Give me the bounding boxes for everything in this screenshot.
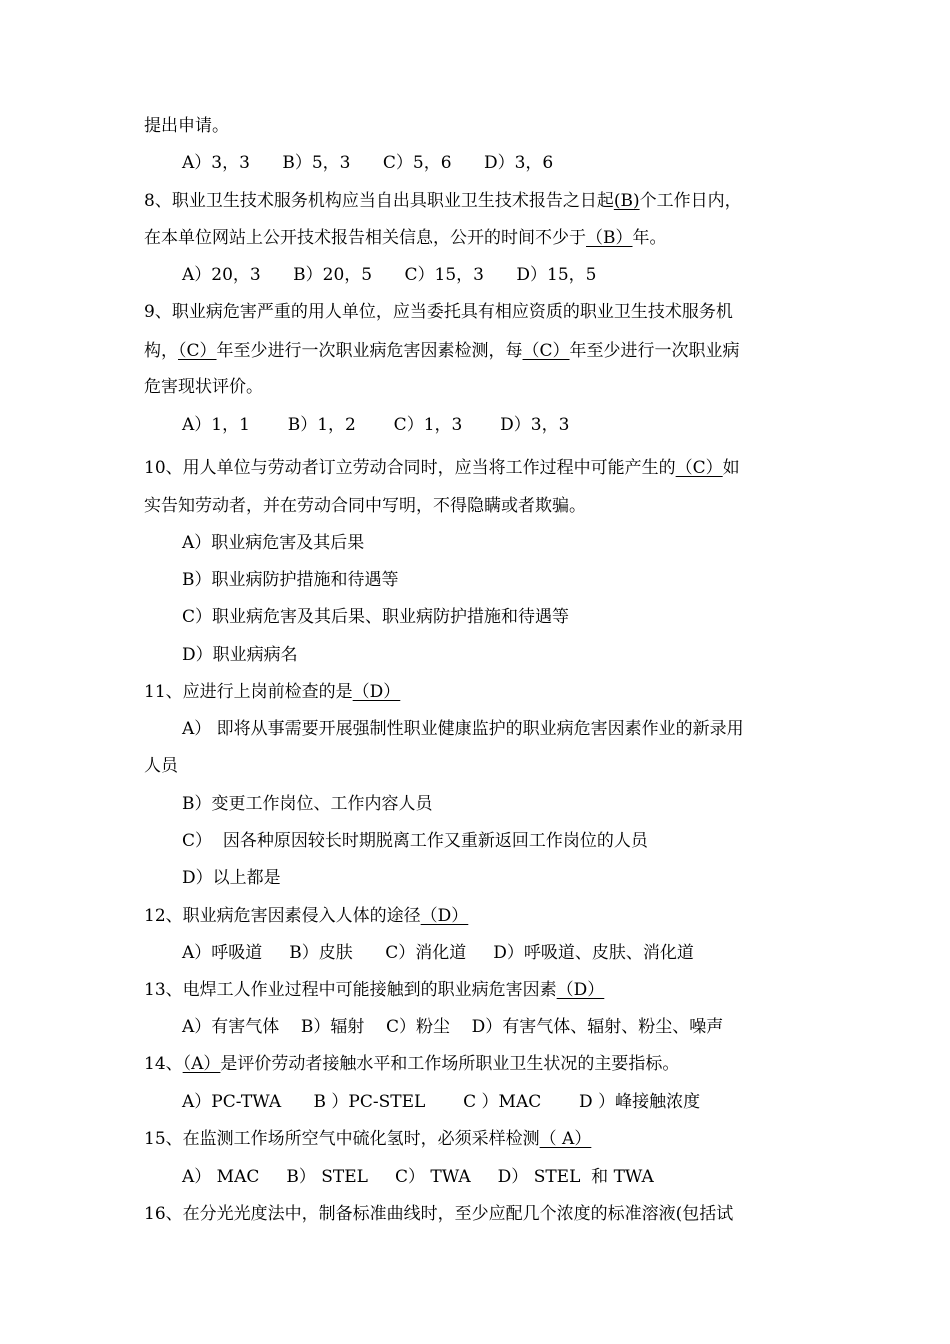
q8-text-1: 8、职业卫生技术服务机构应当自出具职业卫生技术报告之日起 (144, 191, 614, 211)
q8-answer-1: (B) (613, 191, 640, 211)
q13-text: 13、电焊工人作业过程中可能接触到的职业病危害因素 (144, 980, 557, 1000)
q11-stem (144, 680, 400, 704)
q9-stem-cont (144, 339, 740, 363)
q10-option-d: D）职业病病名 (182, 645, 298, 665)
q14-text-2: 是评价劳动者接触水平和工作场所职业卫生状况的主要指标。 (220, 1054, 680, 1074)
q10-option-a: A）职业病危害及其后果 (182, 533, 365, 553)
q14-options: A）PC-TWA B ）PC-STEL C ）MAC D ）峰接触浓度 (182, 1092, 701, 1112)
q9-answer-1: （C） (178, 341, 217, 361)
q15-text: 15、在监测工作场所空气中硫化氢时，必须采样检测 (144, 1129, 540, 1149)
q12-stem (144, 904, 468, 928)
q11-option-a-cont: 人员 (144, 756, 178, 776)
q8-text-3: 在本单位网站上公开技术报告相关信息，公开的时间不少于 (144, 228, 586, 248)
q11-option-d: D）以上都是 (182, 868, 281, 888)
q7-options: A）3，3 B）5，3 C）5，6 D）3，6 (182, 153, 554, 173)
q10-text-1: 10、用人单位与劳动者订立劳动合同时，应当将工作过程中可能产生的 (144, 458, 676, 478)
q13-options: A）有害气体 B）辐射 C）粉尘 D）有害气体、辐射、粉尘、噪声 (182, 1017, 724, 1037)
q8-options: A）20，3 B）20，5 C）15，3 D）15，5 (182, 265, 597, 285)
q8-stem-cont (144, 226, 667, 250)
q11-option-c: C） 因各种原因较长时期脱离工作又重新返回工作岗位的人员 (182, 831, 648, 851)
q13-stem (144, 978, 604, 1002)
q15-stem (144, 1127, 591, 1151)
q12-text: 12、职业病危害因素侵入人体的途径 (144, 906, 421, 926)
q8-stem (144, 189, 742, 213)
q9-stem-end: 危害现状评价。 (144, 377, 263, 397)
q9-text-3: 年至少进行一次职业病 (569, 341, 740, 361)
q12-options: A）呼吸道 B）皮肤 C）消化道 D）呼吸道、皮肤、消化道 (182, 943, 694, 963)
q11-text: 11、应进行上岗前检查的是 (144, 682, 353, 702)
q10-stem-cont: 实告知劳动者，并在劳动合同中写明，不得隐瞒或者欺骗。 (144, 496, 586, 516)
q14-answer: （A） (182, 1054, 221, 1074)
q13-answer: （D） (556, 980, 605, 1000)
q11-answer: （D） (352, 682, 401, 702)
q12-answer: （D） (420, 906, 469, 926)
q10-stem (144, 456, 740, 480)
q9-text-1: 构， (144, 341, 178, 361)
q10-answer: （C） (675, 458, 723, 478)
q16-stem: 16、在分光光度法中，制备标准曲线时，至少应配几个浓度的标准溶液(包括试 (144, 1204, 734, 1224)
q11-option-b: B）变更工作岗位、工作内容人员 (182, 794, 433, 814)
q15-answer: （ A） (539, 1129, 592, 1149)
q8-text-2: 个工作日内， (639, 191, 742, 211)
q8-text-4: 年。 (632, 228, 667, 248)
q15-options: A） MAC B） STEL C） TWA D） STEL 和 TWA (182, 1167, 654, 1187)
q11-option-a: A） 即将从事需要开展强制性职业健康监护的职业病危害因素作业的新录用 (182, 719, 744, 739)
q10-option-c: C）职业病危害及其后果、职业病防护措施和待遇等 (182, 607, 570, 627)
text-line: 提出申请。 (144, 116, 229, 136)
q9-stem: 9、职业病危害严重的用人单位，应当委托具有相应资质的职业卫生技术服务机 (144, 302, 733, 322)
q9-options: A）1，1 B）1，2 C）1，3 D）3，3 (182, 415, 570, 435)
q9-answer-2: （C） (522, 341, 570, 361)
q10-option-b: B）职业病防护措施和待遇等 (182, 570, 399, 590)
q9-text-2: 年至少进行一次职业病危害因素检测，每 (216, 341, 523, 361)
q14-stem (144, 1052, 679, 1076)
q8-answer-2: （B） (586, 228, 633, 248)
q10-text-2: 如 (722, 458, 740, 478)
q14-text-1: 14、 (144, 1054, 183, 1074)
